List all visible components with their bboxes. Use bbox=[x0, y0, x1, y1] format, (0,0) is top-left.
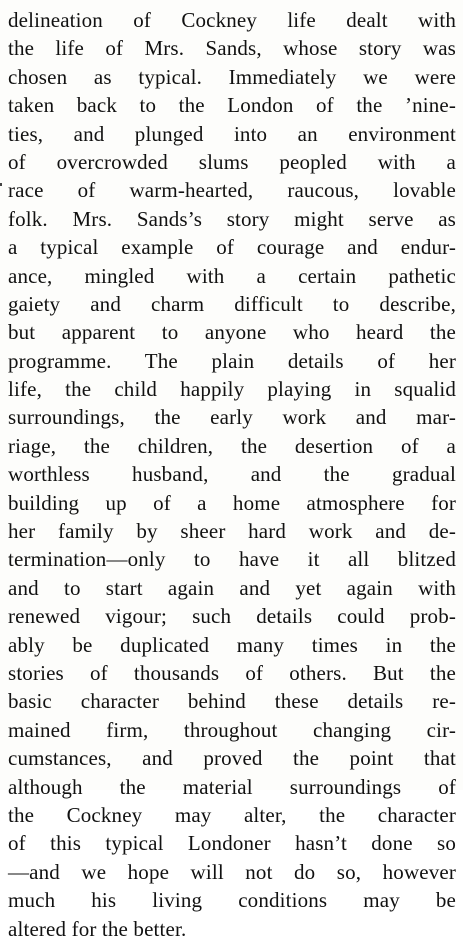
text-line: ties, and plunged into an environment bbox=[8, 121, 456, 146]
text-line: chosen as typical. Immediately we were bbox=[8, 64, 456, 89]
text-line: mained firm, throughout changing cir- bbox=[8, 717, 456, 742]
text-line: although the material surroundings of bbox=[8, 774, 456, 799]
text-line: basic character behind these details re- bbox=[8, 689, 456, 714]
text-line: surroundings, the early work and mar- bbox=[8, 405, 456, 430]
text-line: taken back to the London of the ’nine- bbox=[8, 93, 456, 118]
text-line: cumstances, and proved the point that bbox=[8, 746, 456, 771]
text-line: life, the child happily playing in squalid bbox=[8, 377, 456, 402]
text-line: riage, the children, the desertion of a bbox=[8, 433, 456, 458]
text-line: —and we hope will not do so, however bbox=[8, 859, 456, 884]
text-line: building up of a home atmosphere for bbox=[8, 490, 456, 515]
text-line: of this typical Londoner hasn’t done so bbox=[8, 831, 456, 856]
text-line: race of warm-hearted, raucous, lovable bbox=[8, 178, 456, 203]
text-line: worthless husband, and the gradual bbox=[8, 462, 456, 487]
text-line: programme. The plain details of her bbox=[8, 348, 456, 373]
text-line: renewed vigour; such details could prob- bbox=[8, 604, 456, 629]
text-line: of overcrowded slums peopled with a bbox=[8, 149, 456, 174]
text-line: folk. Mrs. Sands’s story might serve as bbox=[8, 206, 456, 231]
text-line: the life of Mrs. Sands, whose story was bbox=[8, 36, 456, 61]
text-line: ance, mingled with a certain pathetic bbox=[8, 263, 456, 288]
text-line: a typical example of courage and endur- bbox=[8, 235, 456, 260]
text-line: but apparent to anyone who heard the bbox=[8, 320, 456, 345]
text-line: ably be duplicated many times in the bbox=[8, 632, 456, 657]
text-line: and to start again and yet again with bbox=[8, 575, 456, 600]
text-line: delineation of Cockney life dealt with bbox=[8, 8, 456, 32]
text-line: the Cockney may alter, the character bbox=[8, 802, 456, 827]
text-line: altered for the better. bbox=[8, 916, 187, 941]
margin-mark bbox=[0, 183, 2, 186]
text-column bbox=[8, 6, 456, 943]
text-line: termination—only to have it all blitzed bbox=[8, 547, 456, 572]
text-line: stories of thousands of others. But the bbox=[8, 660, 456, 685]
text-line: much his living conditions may be bbox=[8, 888, 456, 913]
text-line: her family by sheer hard work and de- bbox=[8, 519, 456, 544]
text-line: gaiety and charm difficult to describe, bbox=[8, 291, 456, 316]
